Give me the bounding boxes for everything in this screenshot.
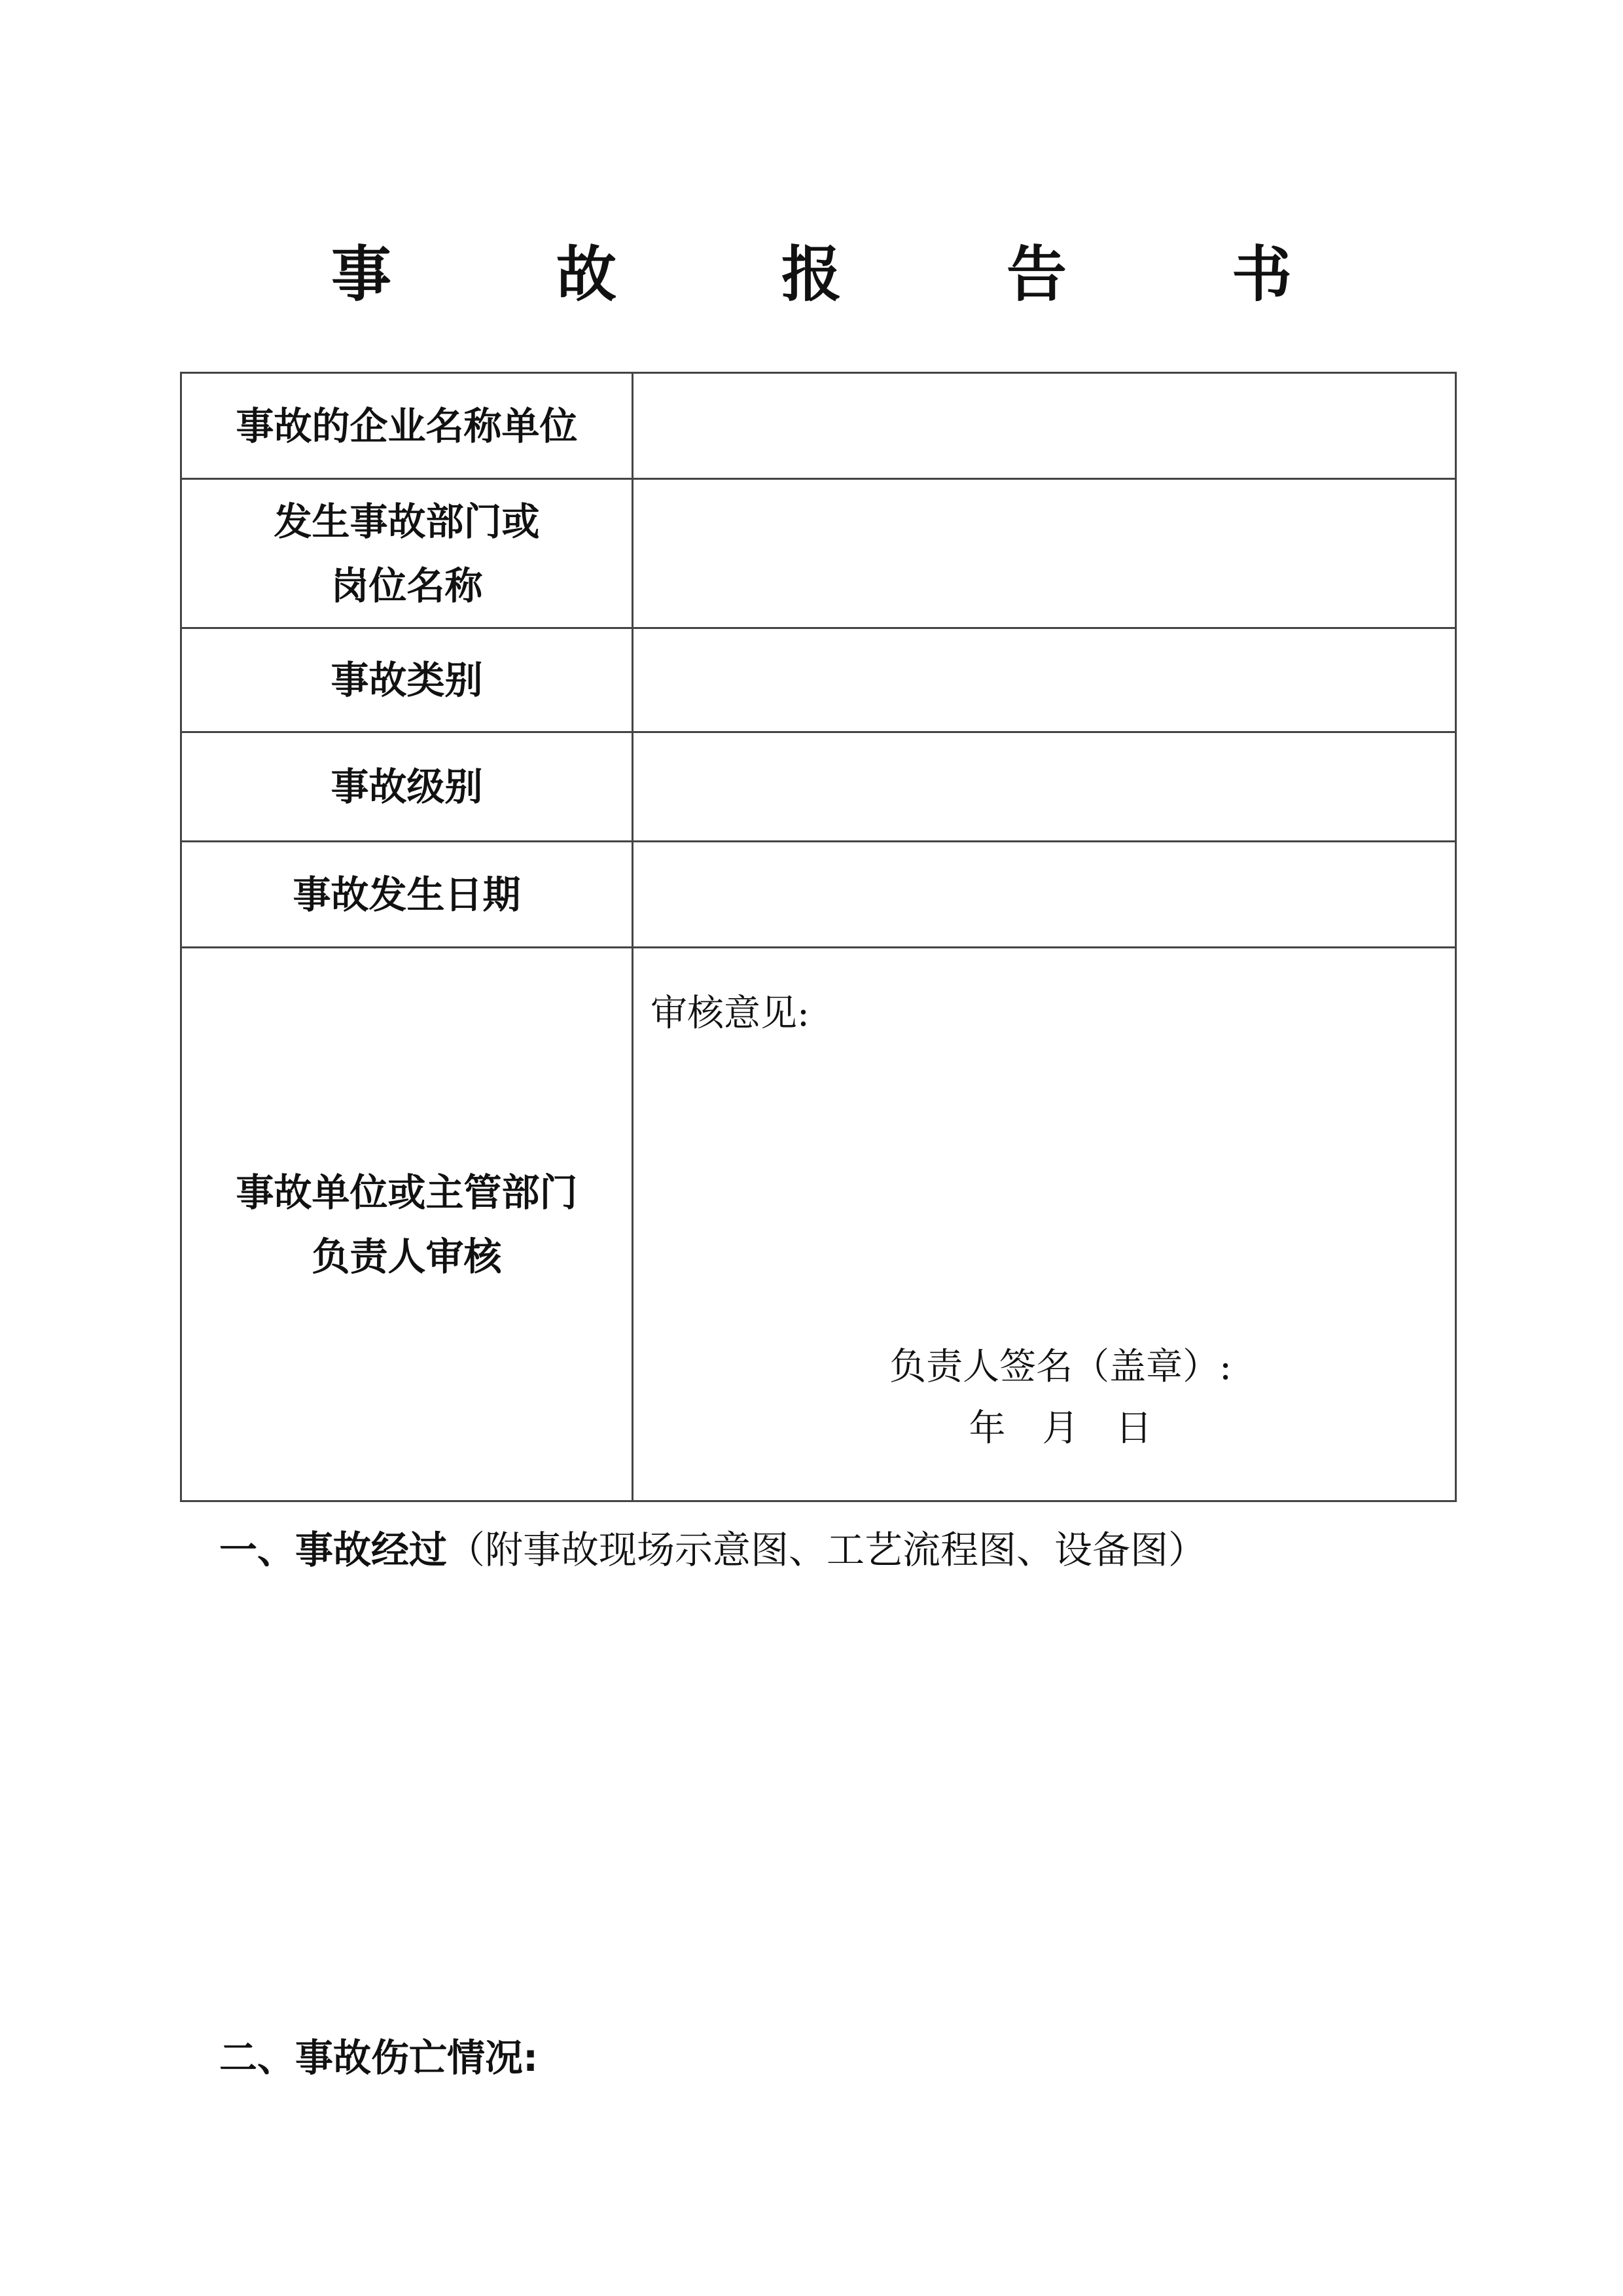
company-name-field[interactable] [633,373,1456,479]
section-accident-process [219,1524,1206,1576]
department-field[interactable] [633,479,1456,628]
accident-level-field[interactable] [633,732,1456,842]
signature-label: 负责人签名（盖章）: [889,1346,1232,1388]
section-casualties-heading: 二、事故伤亡情况: [219,2036,539,2080]
accident-report-form [180,372,1457,1502]
section-accident-process-heading: 一、事故经过 [219,1528,448,1572]
review-label-line-2: 负责人审核 [312,1234,502,1279]
review-label [181,948,633,1501]
department-label-line-2: 岗位名称 [330,563,483,608]
section-accident-process-note: （附事故现场示意图、工艺流程图、设备图） [447,1528,1207,1572]
review-field[interactable] [633,948,1456,1501]
signature-date-label: 年 月 日 [969,1407,1152,1450]
form-row-review [181,948,1456,1501]
accident-date-field[interactable] [633,842,1456,948]
section-casualties [219,2032,538,2084]
accident-category-label: 事故类别 [181,628,633,732]
accident-date-label: 事故发生日期 [181,842,633,948]
department-label [181,479,633,628]
accident-level-label: 事故级别 [181,732,633,842]
document-title: 事 故 报 告 书 [330,240,1364,310]
form-row-level [181,732,1456,842]
form-row-date [181,842,1456,948]
review-opinion-label: 审核意见: [651,992,810,1035]
review-label-line-1: 事故单位或主管部门 [236,1170,578,1215]
form-row-department [181,479,1456,628]
form-row-category [181,628,1456,732]
department-label-line-1: 发生事故部门或 [274,499,540,544]
accident-category-field[interactable] [633,628,1456,732]
form-row-company [181,373,1456,479]
company-name-label: 事故的企业名称单位 [181,373,633,479]
